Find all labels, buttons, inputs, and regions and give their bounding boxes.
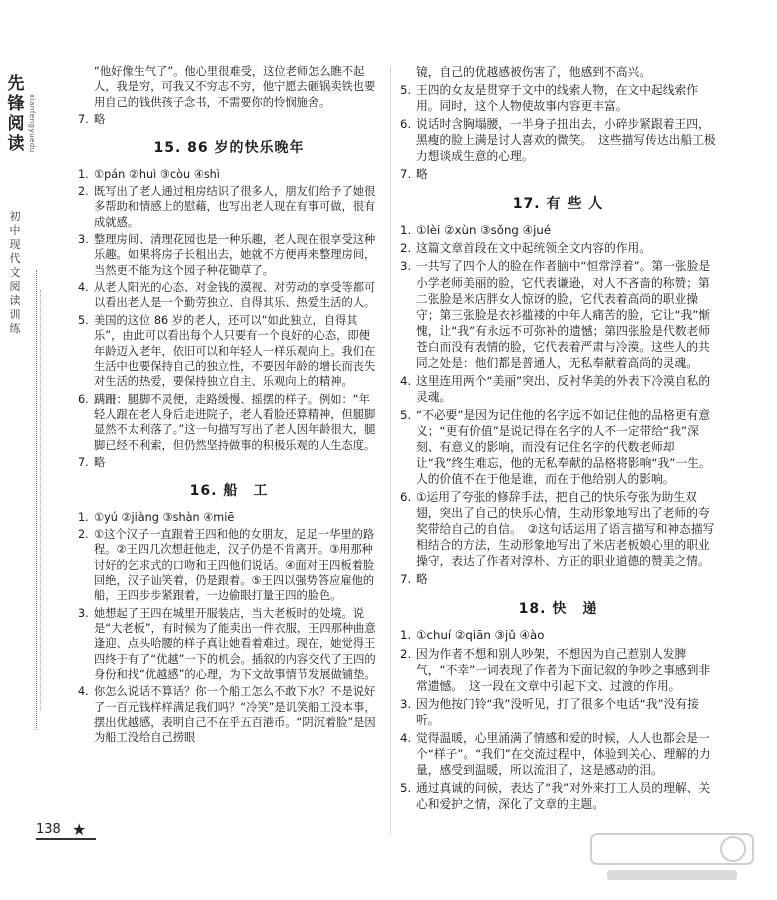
answer-text: 觉得温暖，心里涌满了情感和爱的时候，人人也都会是一个“样子”。“我们”在交流过程中，体验到关心、理解的力量，感受到温暖，所以流泪了，这是感动的泪。 [416,730,711,777]
sidebar [0,60,58,820]
answer-item [78,64,380,110]
answer-item [78,313,380,390]
footer-rule [36,838,96,840]
answer-item [400,166,716,182]
answer-number: 2. [78,185,89,199]
watermark-logo-image [587,830,757,886]
page-number: 138 [36,822,61,837]
answer-text: 因为他按门铃“我”没听见，打了很多个电话“我”没有接听。 [416,696,699,727]
answer-item [400,407,716,487]
answer-item [400,780,716,812]
answer-number: 6. [400,117,412,132]
answer-item [400,64,716,80]
answer-text: 既写出了老人通过租房结识了很多人，朋友们给予了她很多帮助和情感上的慰藉，也写出老人现在有事可做，很有成就感。 [94,185,376,229]
column-divider [390,66,391,836]
series-title: 初中现代文阅读训练 [9,210,21,335]
answer-number: 5. [400,83,412,98]
left-column [78,64,380,748]
answer-text: 这里连用两个“美丽”突出、反衬华美的外表下冷漠自私的灵魂。 [416,373,711,404]
answer-text: 美国的这位 86 岁的老人，还可以“如此独立，自得其乐”，由此可以看出每个人只要有一个良好的心态，即便年龄迈入老年，依旧可以和年轻人一样乐观向上。我们在生活中也要保持自己的独立性，不要因年龄的增长而丧失对生活的热爱，要保持独立自主、乐观向上的精神。 [94,313,376,389]
answer-item [78,184,380,230]
section-title: 15. 86 岁的快乐晚年 [153,140,305,157]
answer-number: 1. [78,167,89,181]
answer-text: ①pán ②huì ③còu ④shì [94,167,220,181]
answer-number: 7. [400,572,412,587]
answer-number: 1. [400,223,412,238]
answer-number: 2. [78,527,89,541]
answer-item [400,646,716,694]
answer-number: 3. [78,606,89,620]
answer-number: 4. [78,685,89,699]
answer-item [400,258,716,370]
answer-item [400,696,716,728]
answer-item [78,684,380,745]
answer-number: 3. [400,259,412,274]
answer-item [400,627,716,643]
answer-number: 4. [78,281,89,295]
answer-item [400,82,716,114]
answer-number: 5. [400,407,412,422]
answer-item [78,280,380,311]
answer-text: 略 [416,167,428,182]
answer-text: 说话时含胸塌腰，一半身子扭出去，小碎步紧跟着王四，黑瘦的脸上满是讨人喜欢的微笑。 这些描写传达出船工极力想谈成生意的心理。 [416,117,716,164]
answer-number: 7. [78,113,89,127]
answer-text: “他好像生气了”。他心里很难受，这位老师怎么瞧不起人，我是穷，可我又不穷志不穷，他宁愿去砸锅卖铁也要用自己的钱供孩子念书，不需要你的怜悯施舍。 [94,65,376,109]
answer-text: 整理房间、清理花园也是一种乐趣，老人现在很享受这种乐趣。如果将房子长租出去，她就不方便再来整理房间，当然更不能为这个园子种花锄草了。 [94,233,376,277]
answer-number: 1. [400,628,412,643]
answer-number: 4. [400,373,412,388]
answer-number: 3. [78,233,89,247]
answer-text: ①yú ②jiàng ③shàn ④miē [94,510,235,524]
answer-item [400,571,716,587]
section-title: 17. 有 些 人 [512,196,604,213]
decorative-dotted-line [40,290,41,710]
answer-item [400,730,716,778]
answer-number: 3. [400,696,412,711]
answer-item [78,232,380,278]
section-title: 16. 船 工 [189,483,269,500]
answer-text: 略 [416,572,428,587]
answer-text: ①lèi ②xùn ③sǒng ④jué [416,223,552,238]
answer-item [400,222,716,238]
answer-item [400,240,716,256]
answer-item [78,392,380,453]
answer-number: 2. [400,646,412,661]
answer-text: 她想起了王四在城里开服装店，当大老板时的处境。说是“大老板”，有时候为了能卖出一件衣服，王四那种曲意逢迎、点头哈腰的样子真让她看着难过。现在，她觉得王四终于有了“优越”一下的机会。插叙的内容交代了王四的身份和找“优越感”的心理，为下文故事情节发展做铺垫。 [94,606,376,682]
answer-text: 略 [94,455,106,469]
answer-number: 6. [400,490,412,505]
answer-item [78,606,380,683]
answer-item [400,489,716,569]
answer-number: 5. [400,780,412,795]
answer-item [78,112,380,127]
answer-item [78,455,380,470]
answer-text: ①运用了夸张的修辞手法，把自己的快乐夸张为助生双翅，突出了自己的快乐心情，生动形象地写出了老师的夸奖带给自己的自信。 ②这句话运用了语言描写和神态描写相结合的方法，生动形象地写出了米店老板娘心里的职业操守，表达了作者对淳朴、方正的职业道德的赞美之情。 [416,490,715,569]
answer-item [78,527,380,604]
brand-pinyin: xianfengyuedu [28,94,36,153]
answer-number: 7. [78,455,89,469]
decorative-dotted-line [36,270,37,730]
answer-number: 4. [400,730,412,745]
answer-text: 王四的女友是贯穿于文中的线索人物，在文中起线索作用。同时，这个人物使故事内容更丰富。 [416,83,698,114]
star-icon: ★ [72,820,87,839]
answer-text: 通过真诚的问候，表达了“我”对外来打工人员的理解、关心和爱护之情，深化了文章的主题。 [416,780,711,811]
answer-text: 从老人阳光的心态、对金钱的漠视、对劳动的享受等都可以看出老人是一个勤劳独立、自得其乐、热爱生活的人。 [94,281,376,310]
answer-text: ①chuí ②qiān ③jǔ ④ào [416,628,545,643]
answer-text: 略 [94,113,106,127]
answer-text: 蹒跚：腿脚不灵便，走路缓慢、摇摆的样子。例如：“年轻人跟在老人身后走进院子，老人看脸还算精神，但腿脚显然不太利落了。”这一句描写写出了老人因年龄很大，腿脚已经不利索，但仍然坚持做事的积极乐观的人生态度。 [94,392,376,452]
answer-item [400,373,716,405]
answer-item [400,116,716,164]
answer-text: “不必要”是因为记住他的名字远不如记住他的品格更有意义；“更有价值”是说记得在名字的人不一定带给“我”深刻、有意义的影响，而没有记住名字的代数老师却让“我”终生难忘，他的无私奉献的品格将影响“我”一生。人的价值不在于他是谁，而在于他给别人的影响。 [416,407,711,487]
answer-number: 2. [400,241,412,256]
section-title: 18. 快 递 [518,601,598,618]
answer-number: 6. [78,392,89,406]
watermark-logo [587,830,757,886]
answer-number: 5. [78,313,89,327]
answer-text: ①这个汉子一直跟着王四和他的女朋友，足足一华里的路程。②王四几次想赶他走，汉子仍是不肯离开。③用那种讨好的乞求式的口吻和王四他们说话。④面对王四板着脸回绝，汉子讪笑着，仍是跟着。⑤王四以强势答应雇他的船，王四步步紧跟着，一边偷眼打量王四的脸色。 [94,527,375,603]
answer-number: 7. [400,167,412,182]
right-column [400,64,716,814]
answer-item [78,510,380,525]
answer-text: 因为作者不想和别人吵架，不想因为自己惹别人发脾气，“不幸”一词表现了作者为下面记叙的争吵之事感到非常遗憾。 这一段在文章中引起下文、过渡的作用。 [416,646,711,693]
brand-logo-text: 先锋阅读 [7,74,25,154]
answer-text: 一共写了四个人的脸在作者脑中“恒常浮着”。第一张脸是小学老师美丽的脸，它代表谦逊，对人不吝啬的称赞；第二张脸是米店胖女人惊讶的脸，它代表着高尚的职业操守；第三张脸是衣衫褴褛的中年人痛苦的脸，它让“我”惭愧，让“我”有永远不可弥补的遗憾；第四张脸是代数老师苍白而没有表情的脸，它代表着严肃与冷漠。这些人的共同之处是：他们都是普通人，无私奉献着高尚的灵魂。 [416,259,711,370]
answer-item [78,167,380,182]
answer-text: 镜，自己的优越感被伤害了，他感到不高兴。 [416,65,651,79]
answer-number: 1. [78,510,89,524]
answer-text: 你怎么说话不算话？你一个船工怎么不敢下水？不是说好了一百元钱样样满足我们吗？“冷笑”是讥笑船工没本事，摆出优越感，表明自己不在乎五百港币。“阴沉着脸”是因为船工没给自己捞眼 [94,685,376,745]
answer-text: 这篇文章首段在文中起统领全文内容的作用。 [416,241,651,256]
